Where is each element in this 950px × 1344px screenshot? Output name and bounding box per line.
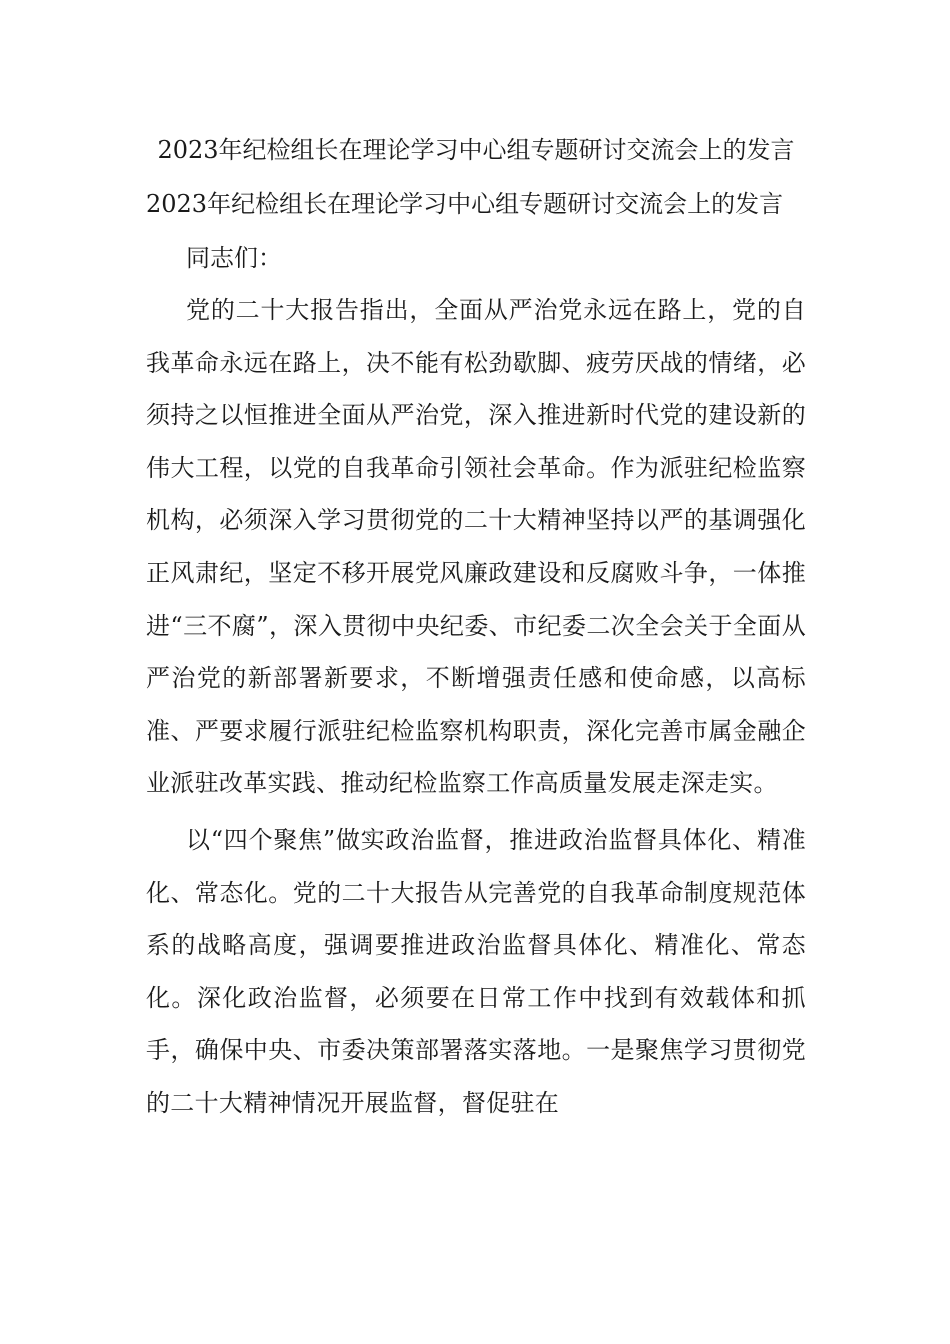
document-page [146, 126, 806, 1130]
paragraph: 以“四个聚焦”做实政治监督，推进政治监督具体化、精准化、常态化。党的二十大报告从完善党的自我革命制度规范体系的战略高度，强调要推进政治监督具体化、精准化、常态化。深化政治监督，必须要在日常工作中找到有效载体和抓手，确保中央、市委决策部署落实落地。一是聚焦学习贯彻党的二十大精神情况开展监督，督促驻在 [146, 825, 806, 1117]
paragraph: 党的二十大报告指出，全面从严治党永远在路上，党的自我革命永远在路上，决不能有松劲歇脚、疲劳厌战的情绪，必须持之以恒推进全面从严治党，深入推进新时代党的建设新的伟大工程，以党的自我革命引领社会革命。作为派驻纪检监察机构，必须深入学习贯彻党的二十大精神坚持以严的基调强化正风肃纪，坚定不移开展党风廉政建设和反腐败斗争，一体推进“三不腐”，深入贯彻中央纪委、市纪委二次全会关于全面从严治党的新部署新要求，不断增强责任感和使命感，以高标准、严要求履行派驻纪检监察机构职责，深化完善市属金融企业派驻改革实践、推动纪检监察工作高质量发展走深走实。 [146, 296, 806, 798]
salutation: 同志们： [186, 244, 282, 272]
document-title: 2023年纪检组长在理论学习中心组专题研讨交流会上的发言 [157, 136, 795, 164]
document-title-repeat: 2023年纪检组长在理论学习中心组专题研讨交流会上的发言 [146, 190, 784, 218]
